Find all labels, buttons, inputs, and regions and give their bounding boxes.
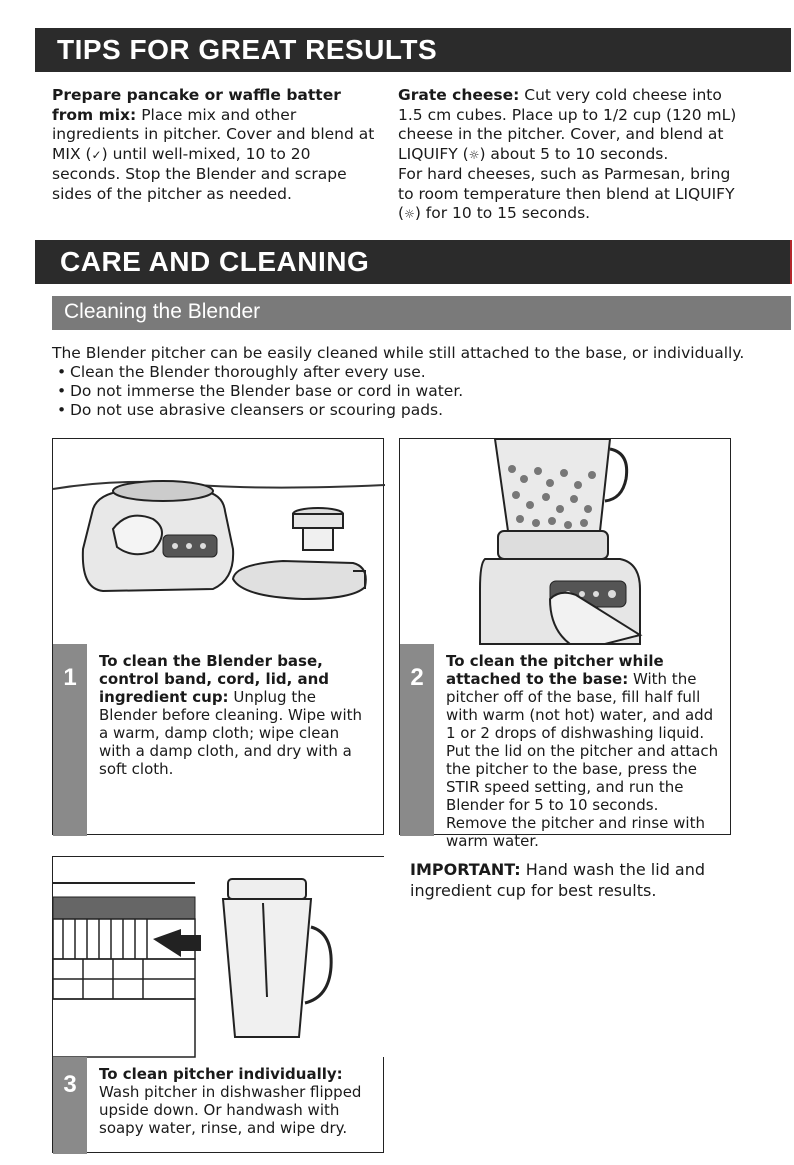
- important-lead: IMPORTANT:: [410, 860, 521, 879]
- step-1-lead: To clean the Blender base, control band, cord, lid, and ingredient cup:: [99, 652, 330, 706]
- step-1-body: Unplug the Blender before cleaning. Wipe with a warm, damp cloth; wipe clean with a damp cloth, and dry with a soft cloth.: [99, 688, 363, 778]
- dishwasher-pitcher-illustration: [53, 857, 385, 1057]
- tip-pancake-text-b: ) until well-mixed, 10 to 20 seconds. Stop the Blender and scrape sides of the pitcher as needed.: [52, 144, 347, 203]
- tip-cheese-text-a: Cut very cold cheese into 1.5 cm cubes. Place up to 1/2 cup (120 mL) cheese in the pitcher. Cover, and blend at LIQUIFY (: [398, 86, 737, 163]
- step-2-body: With the pitcher off of the base, fill half full with warm (not hot) water, and add 1 or 2 drops of dishwashing liquid. Put the lid on the pitcher and attach the pitcher to the base, press the STIR speed setting, and run the Blender for 5 to 10 seconds. Remove the pitcher and rinse with warm water.: [446, 670, 719, 850]
- mix-speed-icon: ✓: [91, 147, 102, 162]
- tip-cheese-text-b: ) about 5 to 10 seconds.: [479, 144, 669, 163]
- tips-banner: [35, 28, 791, 72]
- step-2-number: 2: [410, 664, 424, 691]
- step-3-lead: To clean pitcher individually:: [99, 1065, 343, 1083]
- blender-pitcher-attached-illustration: [400, 439, 732, 644]
- step-3-number: 3: [63, 1071, 77, 1098]
- important-text: Hand wash the lid and ingredient cup for best results.: [410, 860, 706, 900]
- bullet-item: • Do not immerse the Blender base or cord in water.: [52, 382, 772, 401]
- step-3-panel: [52, 856, 384, 1153]
- edge-mark: [790, 240, 792, 284]
- step-1-panel: [52, 438, 384, 835]
- step-2-text: [446, 652, 720, 850]
- step-1-number: 1: [63, 664, 77, 691]
- step-3-text: [99, 1065, 373, 1137]
- cleaning-subtitle: Cleaning the Blender: [64, 300, 261, 323]
- tip-cheese-text-c: For hard cheeses, such as Parmesan, bring to room temperature then blend at LIQUIFY (: [398, 165, 735, 222]
- liquify-speed-icon: ☼: [468, 147, 480, 162]
- step-2-panel: [399, 438, 731, 850]
- step-2-lead: To clean the pitcher while attached to the base:: [446, 652, 664, 688]
- tip-pancake-batter: [52, 86, 377, 204]
- tips-title: TIPS FOR GREAT RESULTS: [57, 34, 438, 65]
- care-banner: [35, 240, 791, 284]
- step-3-badge: [53, 1057, 87, 1154]
- tip-cheese-lead: Grate cheese:: [398, 86, 520, 104]
- blender-base-wipe-illustration: [53, 439, 385, 644]
- bullet-item: • Do not use abrasive cleansers or scouring pads.: [52, 401, 772, 420]
- intro-text: The Blender pitcher can be easily cleaned while still attached to the base, or individually.: [52, 344, 745, 362]
- step-1-text: [99, 652, 373, 778]
- cleaning-subtitle-banner: [52, 296, 791, 330]
- tip-grate-cheese: [398, 86, 738, 225]
- step-3-body: Wash pitcher in dishwasher flipped upside down. Or handwash with soapy water, rinse, and wipe dry.: [99, 1083, 362, 1137]
- cleaning-bullets: [52, 363, 772, 420]
- tip-pancake-lead: Prepare pancake or waffle batter from mix:: [52, 86, 341, 124]
- care-title: CARE AND CLEANING: [60, 246, 370, 277]
- tip-pancake-text-a: Place mix and other ingredients in pitcher. Cover and blend at MIX (: [52, 105, 375, 163]
- bullet-item: • Clean the Blender thoroughly after every use.: [52, 363, 772, 382]
- liquify-speed-icon-2: ☼: [404, 207, 415, 221]
- cleaning-intro: [52, 344, 772, 420]
- tip-cheese-text-d: ) for 10 to 15 seconds.: [414, 204, 591, 222]
- step-1-badge: [53, 644, 87, 836]
- step-2-badge: [400, 644, 434, 836]
- important-note: [410, 859, 740, 901]
